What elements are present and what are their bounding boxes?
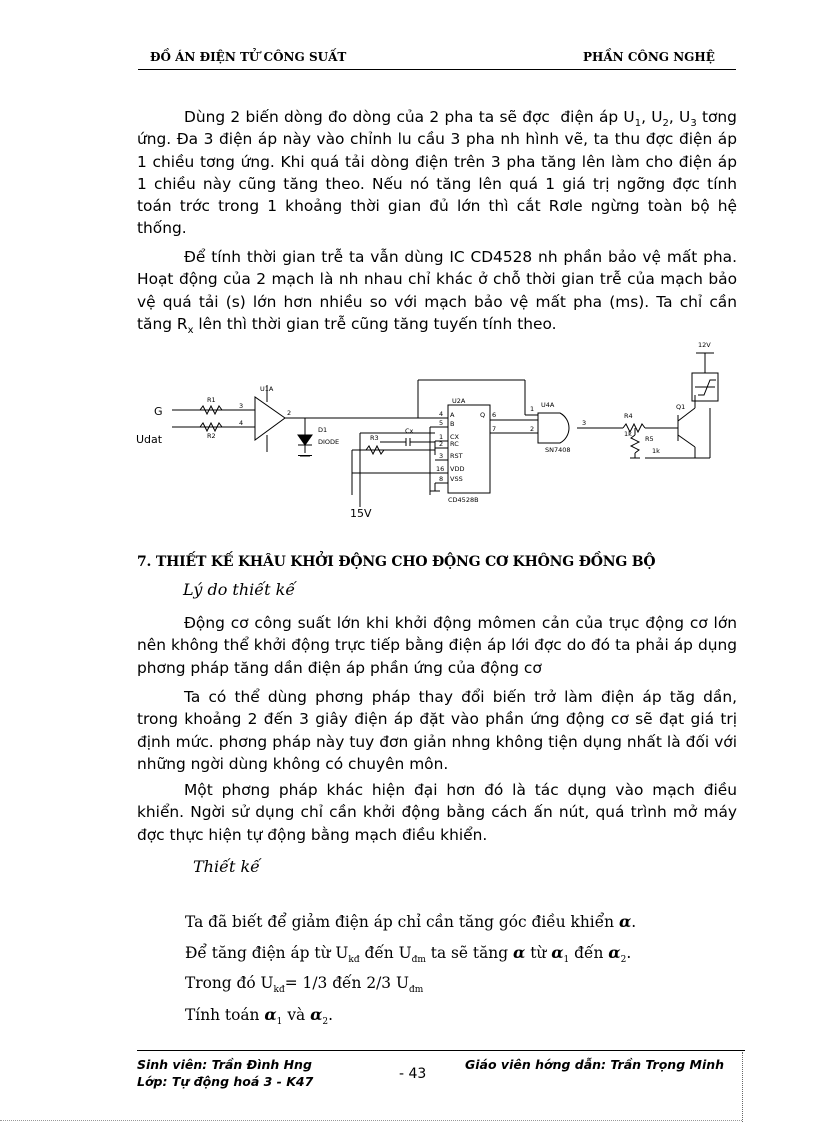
design-line-4-text: Tính toán [185, 1006, 260, 1024]
design-line-1 [185, 912, 636, 931]
design-line-2-text: đến U [359, 944, 412, 962]
subscript-kd: kđ [348, 955, 360, 966]
overload-protection-circuit [130, 335, 740, 520]
ic-pin-label: A [450, 411, 455, 419]
u4a-label: U4A [541, 401, 555, 409]
v12-label: 12V [698, 341, 711, 349]
pin-label: 2 [439, 440, 444, 448]
header-divider [138, 69, 736, 70]
pin-label: 3 [582, 419, 587, 427]
period: . [631, 913, 637, 931]
design-line-3-text: Trong đó U [185, 974, 274, 992]
design-line-4 [185, 1005, 333, 1027]
cd-label: CD4528B [448, 496, 479, 504]
footer-divider [137, 1050, 745, 1051]
design-line-2-text: đến [574, 944, 604, 962]
section-paragraph-1: Động cơ công suất lớn khi khởi động mômen cản của trục động cơ lớn nên không thể khởi động trực tiếp bằng điện áp lới đợc do đó ta phải áp dụng phơng pháp tăng dần điện áp phần ứng của động cơ [137, 614, 737, 677]
footer-class: Lớp: Tự động hoá 3 - K47 [137, 1074, 314, 1089]
subscript-dm: đm [411, 955, 426, 966]
alpha-symbol: α [618, 912, 632, 931]
alpha-symbol: α [512, 943, 526, 962]
pin-label: 4 [239, 419, 244, 427]
ic-pin-label: VSS [450, 475, 463, 483]
pin-label: 5 [439, 419, 444, 427]
subscript-1: 1 [276, 1017, 283, 1028]
pin-label: 3 [439, 452, 444, 460]
d1-label: D1 [318, 426, 328, 434]
design-line-2 [185, 943, 631, 965]
design-line-2-text: từ [530, 944, 547, 962]
pin-label: 1 [530, 405, 535, 413]
reason-heading: Lý do thiết kế [183, 580, 296, 599]
page-border-bottom [0, 1120, 742, 1121]
ic-pin-label: VDD [450, 465, 465, 473]
pin-label: 4 [439, 410, 444, 418]
subscript-1: 1 [563, 955, 570, 966]
cx-label: Cx [405, 427, 414, 435]
k2-label: 1k [652, 447, 660, 455]
section-paragraph-2: Ta có thể dùng phơng pháp thay đổi biến trở làm điện áp tăg dần, trong khoảng 2 đến 3 giây điện áp đặt vào phần ứng động cơ sẽ đạt giá trị định mức. phơng pháp này tuy đơn giản nhng không tiện dụng nhất là đối với những ngời dùng không có chuyên môn. [137, 688, 737, 773]
period: . [328, 1006, 334, 1024]
u2a-label: U2A [452, 397, 466, 405]
ic-pin-label: RST [450, 452, 463, 460]
design-line-2-text: ta sẽ tăng [425, 944, 509, 962]
paragraph-1: Dùng 2 biến dòng đo dòng của 2 pha ta sẽ đợc điện áp $U_1$, $U_2$, $U_3$ tơng ứng. Đa 3 điện áp này vào chỉnh lu cầu 3 pha nh hình vẽ, ta thu đợc điện áp 1 chiều tơng ứng. Khi quá tải dòng điện trên 3 pha tăng lên làm cho điện áp 1 chiều này cũng tăng theo. Nếu nó tăng lên quá 1 giá trị ngỡng đợc tính toán trớc trong 1 khoảng thời gian đủ lớn thì cắt Rơle ngừng toàn bộ hệ thống. [137, 108, 737, 238]
alpha-symbol: α [608, 943, 621, 962]
r4-label: R4 [624, 412, 633, 420]
alpha-symbol: α [310, 1005, 323, 1024]
ic-pin-label: CX [450, 433, 459, 441]
period: . [626, 944, 632, 962]
subscript-kd: kđ [273, 985, 285, 996]
input-g-label: G [154, 405, 163, 418]
subscript-2: 2 [620, 955, 627, 966]
header-left: ĐỒ ÁN ĐIỆN TỬ CÔNG SUẤT [150, 50, 347, 64]
section-title: 7. THIẾT KẾ KHÂU KHỞI ĐỘNG CHO ĐỘNG CƠ KHÔNG ĐỒNG BỘ [137, 554, 656, 570]
pin-label: 7 [492, 425, 497, 433]
design-heading: Thiết kế [193, 857, 260, 876]
design-line-4-text: và [287, 1006, 306, 1024]
pin-label: 1 [439, 433, 444, 441]
pin-label: 2 [530, 425, 535, 433]
page-number: - 43 [399, 1066, 427, 1082]
pin-label: 3 [239, 402, 244, 410]
ic-pin-label: RC [450, 440, 459, 448]
design-line-3 [185, 974, 423, 995]
page-border-right [742, 1052, 743, 1122]
design-line-1-text: Ta đã biết để giảm điện áp chỉ cần tăng góc điều khiển [185, 913, 615, 931]
k1-label: 1k [624, 430, 632, 438]
footer-teacher: Giáo viên hớng dẫn: Trần Trọng Minh [465, 1057, 725, 1072]
subscript-2: 2 [322, 1017, 329, 1028]
ic-pin-label: B [450, 420, 455, 428]
pin-label: 16 [436, 465, 445, 473]
header-right: PHẦN CÔNG NGHỆ [583, 50, 715, 64]
pin-label: 6 [492, 411, 497, 419]
design-line-3-text: = 1/3 đến 2/3 U [284, 974, 409, 992]
diode-label: DIODE [318, 438, 340, 446]
input-udat-label: Udat [136, 433, 163, 446]
r1-label: R1 [207, 396, 216, 404]
r5-label: R5 [645, 435, 654, 443]
u1a-label: U1A [260, 385, 274, 393]
alpha-symbol: α [551, 943, 564, 962]
sn-label: SN7408 [545, 446, 571, 454]
paragraph-2: Để tính thời gian trễ ta vẫn dùng IC CD4528 nh phần bảo vệ mất pha. Hoạt động của 2 mạch là nh nhau chỉ khác ở chỗ thời gian trễ của mạch bảo vệ quá tải (s) lớn hơn nhiều so với mạch bảo vệ mất pha (ms). Ta chỉ cần tăng $R_x$ lên thì thời gian trễ cũng tăng tuyến tính theo. [137, 248, 737, 336]
r3-label: R3 [370, 434, 379, 442]
pin-label: 8 [439, 475, 444, 483]
r2-label: R2 [207, 432, 216, 440]
v15-label: 15V [350, 507, 372, 520]
footer-student: Sinh viên: Trần Đình Hng [137, 1057, 312, 1072]
q1-label: Q1 [676, 403, 686, 411]
alpha-symbol: α [264, 1005, 277, 1024]
section-paragraph-3: Một phơng pháp khác hiện đại hơn đó là tác dụng vào mạch điều khiển. Ngời sử dụng chỉ cần khởi động bằng cách ấn nút, quá trình mở máy đợc thực hiện tự động bằng mạch điều khiển. [137, 781, 737, 844]
design-line-2-text: Để tăng điện áp từ U [185, 944, 349, 962]
pin-label: 2 [287, 409, 292, 417]
ic-pin-label: Q [480, 411, 486, 419]
subscript-dm: đm [408, 985, 424, 996]
